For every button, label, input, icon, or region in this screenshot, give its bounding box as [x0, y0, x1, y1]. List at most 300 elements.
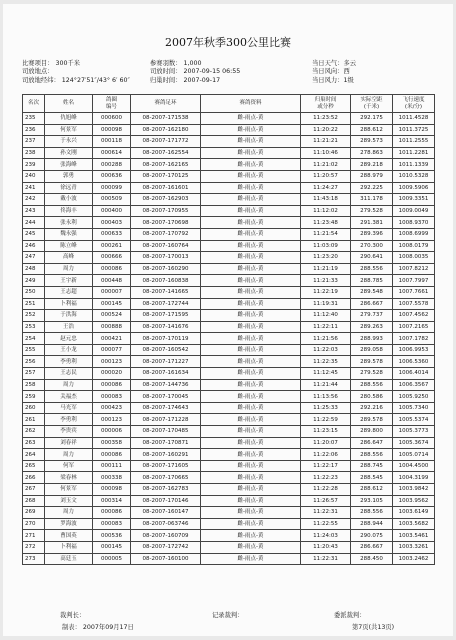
results-table: [22, 94, 435, 565]
table-row: [23, 507, 435, 519]
table-cell: 000099: [93, 182, 131, 194]
table-cell: 000448: [93, 275, 131, 287]
table-cell: 仇旭峰: [45, 113, 93, 125]
table-row: [23, 344, 435, 356]
footer-page: 第7页(共13页): [352, 624, 395, 631]
info-return-date: 归巢时间： 2007-09-17: [150, 76, 221, 84]
table-cell: 1005.9250: [393, 391, 435, 403]
table-cell: 08-2007-160709: [131, 530, 201, 542]
table-cell: 雌-雨点-黄: [201, 170, 301, 182]
table-cell: 雌-雨点-黄: [201, 310, 301, 322]
table-cell: 李贵宾: [45, 426, 93, 438]
table-cell: 佟海丰: [45, 205, 93, 217]
table-cell: 1007.4562: [393, 310, 435, 322]
table-cell: 雌-雨点-黄: [201, 356, 301, 368]
table-cell: 08-2007-170955: [131, 205, 201, 217]
table-row: [23, 391, 435, 403]
table-cell: 曹国英: [45, 530, 93, 542]
table-cell: 11:23:52: [301, 113, 351, 125]
table-cell: 1007.8212: [393, 263, 435, 275]
table-cell: 1011.3725: [393, 124, 435, 136]
table-cell: 288.556: [351, 379, 393, 391]
table-cell: 288.556: [351, 263, 393, 275]
table-row: [23, 414, 435, 426]
table-cell: 11:21:56: [301, 333, 351, 345]
table-row: [23, 182, 435, 194]
table-cell: 265: [23, 460, 45, 472]
table-row: [23, 402, 435, 414]
table-cell: 266: [23, 472, 45, 484]
table-cell: 11:22:06: [301, 449, 351, 461]
table-cell: 何军: [45, 460, 93, 472]
table-cell: 雌-雨点-黄: [201, 321, 301, 333]
table-cell: 000098: [93, 484, 131, 496]
table-cell: 11:22:31: [301, 553, 351, 565]
table-cell: 雌-雨点-黄: [201, 472, 301, 484]
table-cell: 1005.7340: [393, 402, 435, 414]
table-cell: 288.979: [351, 170, 393, 182]
table-cell: 000636: [93, 170, 131, 182]
table-row: [23, 217, 435, 229]
table-cell: 1006.4014: [393, 368, 435, 380]
table-cell: 雌-雨点-黄: [201, 124, 301, 136]
table-cell: 08-2007-160838: [131, 275, 201, 287]
table-cell: 雌-雨点-黄: [201, 449, 301, 461]
table-cell: 11:10:46: [301, 147, 351, 159]
table-cell: 11:22:35: [301, 356, 351, 368]
table-cell: 288.612: [351, 484, 393, 496]
table-cell: 11:22:28: [301, 484, 351, 496]
table-cell: 周力: [45, 449, 93, 461]
table-row: [23, 495, 435, 507]
table-cell: 1007.7997: [393, 275, 435, 287]
table-cell: 08-2007-170665: [131, 472, 201, 484]
table-cell: 279.737: [351, 310, 393, 322]
table-cell: 000020: [93, 368, 131, 380]
table-cell: 000524: [93, 310, 131, 322]
table-cell: 何景军: [45, 124, 93, 136]
table-cell: 08-2007-170013: [131, 252, 201, 264]
table-cell: 238: [23, 147, 45, 159]
table-cell: 11:24:03: [301, 530, 351, 542]
table-cell: 11:23:20: [301, 252, 351, 264]
table-row: [23, 541, 435, 553]
table-cell: 雌-雨点-黄: [201, 368, 301, 380]
table-cell: 1003.9842: [393, 484, 435, 496]
table-row: [23, 263, 435, 275]
table-cell: 李勇利: [45, 414, 93, 426]
table-cell: 1003.5682: [393, 518, 435, 530]
table-cell: 08-2007-161601: [131, 182, 201, 194]
table-cell: 11:12:02: [301, 205, 351, 217]
table-cell: 000358: [93, 437, 131, 449]
table-cell: 1007.5578: [393, 298, 435, 310]
table-cell: 264: [23, 449, 45, 461]
table-cell: 11:03:09: [301, 240, 351, 252]
info-release-time: 司放时间： 2007-09-15 06:55: [150, 68, 241, 76]
table-cell: 11:21:33: [301, 275, 351, 287]
table-cell: 000007: [93, 286, 131, 298]
table-cell: 256: [23, 356, 45, 368]
table-cell: 雌-雨点-黄: [201, 391, 301, 403]
info-wind-direction: 当日风向：西: [312, 68, 350, 76]
table-cell: 08-2007-162180: [131, 124, 201, 136]
table-row: [23, 228, 435, 240]
table-cell: 11:21:21: [301, 136, 351, 148]
info-row: [22, 68, 452, 76]
table-cell: 08-2007-162783: [131, 484, 201, 496]
table-cell: 11:25:33: [301, 402, 351, 414]
info-weather: 当日天气：多云: [312, 60, 357, 67]
table-cell: 王志超: [45, 286, 93, 298]
table-row: [23, 286, 435, 298]
table-cell: 马光军: [45, 402, 93, 414]
table-cell: 271: [23, 530, 45, 542]
table-cell: 292.175: [351, 113, 393, 125]
info-row: [22, 77, 452, 85]
table-cell: 245: [23, 228, 45, 240]
column-header: 实际空距 (千米): [351, 95, 393, 113]
table-cell: 1005.3674: [393, 437, 435, 449]
table-cell: 1003.5461: [393, 530, 435, 542]
table-cell: 雌-雨点-黄: [201, 298, 301, 310]
table-row: [23, 170, 435, 182]
table-cell: 1005.5374: [393, 414, 435, 426]
table-cell: 1004.4500: [393, 460, 435, 472]
table-cell: 290.641: [351, 252, 393, 264]
table-cell: 273: [23, 553, 45, 565]
table-cell: 雌-雨点-黄: [201, 228, 301, 240]
table-cell: 279.528: [351, 368, 393, 380]
table-cell: 08-2007-141676: [131, 321, 201, 333]
table-cell: 08-2007-160764: [131, 240, 201, 252]
table-cell: 08-2007-171595: [131, 310, 201, 322]
table-cell: 11:22:59: [301, 414, 351, 426]
table-cell: 286.647: [351, 437, 393, 449]
table-cell: 周力: [45, 507, 93, 519]
table-cell: 249: [23, 275, 45, 287]
table-cell: 259: [23, 391, 45, 403]
table-cell: 000086: [93, 263, 131, 275]
table-cell: 08-2007-172744: [131, 298, 201, 310]
table-cell: 孙文刚: [45, 147, 93, 159]
table-cell: 08-2007-160147: [131, 507, 201, 519]
table-body: [23, 113, 435, 565]
table-cell: 11:26:57: [301, 495, 351, 507]
table-row: [23, 298, 435, 310]
table-cell: 1006.3567: [393, 379, 435, 391]
table-cell: 1008.0179: [393, 240, 435, 252]
table-cell: 246: [23, 240, 45, 252]
table-cell: 000403: [93, 217, 131, 229]
table-cell: 11:24:27: [301, 182, 351, 194]
table-cell: 梁春林: [45, 472, 93, 484]
table-cell: 1011.1339: [393, 159, 435, 171]
table-cell: 雌-雨点-黄: [201, 275, 301, 287]
table-cell: 08-2007-170698: [131, 217, 201, 229]
table-row: [23, 275, 435, 287]
table-cell: 251: [23, 298, 45, 310]
table-cell: 000423: [93, 402, 131, 414]
table-row: [23, 147, 435, 159]
table-cell: 1007.2165: [393, 321, 435, 333]
table-cell: 000123: [93, 414, 131, 426]
table-cell: 288.556: [351, 449, 393, 461]
table-cell: 248: [23, 263, 45, 275]
column-header: 飞行速度 (米/分): [393, 95, 435, 113]
table-cell: 000118: [93, 136, 131, 148]
table-cell: 288.745: [351, 460, 393, 472]
table-cell: 郭勇: [45, 170, 93, 182]
table-cell: 08-2007-161634: [131, 368, 201, 380]
table-cell: 雌-雨点-黄: [201, 460, 301, 472]
table-cell: 李勇利: [45, 356, 93, 368]
table-cell: 08-2007-174643: [131, 402, 201, 414]
table-cell: 11:21:44: [301, 379, 351, 391]
table-cell: 255: [23, 344, 45, 356]
table-cell: 260: [23, 402, 45, 414]
table-cell: 257: [23, 368, 45, 380]
column-header: 姓名: [45, 95, 93, 113]
table-cell: 288.993: [351, 333, 393, 345]
table-cell: 235: [23, 113, 45, 125]
table-cell: 280.586: [351, 391, 393, 403]
footer-referee: 裁判长：: [60, 612, 86, 619]
table-cell: 雌-雨点-黄: [201, 286, 301, 298]
table-row: [23, 113, 435, 125]
table-cell: 08-2007-170119: [131, 333, 201, 345]
table-cell: 11:21:19: [301, 263, 351, 275]
table-cell: 000614: [93, 147, 131, 159]
table-cell: 269: [23, 507, 45, 519]
table-cell: 周力: [45, 263, 93, 275]
table-cell: 11:22:19: [301, 286, 351, 298]
table-cell: 270.300: [351, 240, 393, 252]
table-header: [23, 95, 435, 113]
table-cell: 11:22:03: [301, 344, 351, 356]
table-cell: 000509: [93, 194, 131, 206]
table-row: [23, 518, 435, 530]
table-cell: 卜利福: [45, 298, 93, 310]
table-cell: 241: [23, 182, 45, 194]
table-cell: 288.944: [351, 518, 393, 530]
table-row: [23, 321, 435, 333]
footer-committee: 委派裁判：: [334, 612, 366, 619]
table-cell: 1008.6999: [393, 228, 435, 240]
table-cell: 08-2007-160290: [131, 263, 201, 275]
table-cell: 000086: [93, 507, 131, 519]
table-cell: 289.218: [351, 159, 393, 171]
table-cell: 250: [23, 286, 45, 298]
table-cell: 雌-雨点-黄: [201, 484, 301, 496]
table-cell: 000083: [93, 518, 131, 530]
table-cell: 雌-雨点-黄: [201, 437, 301, 449]
table-cell: 286.667: [351, 541, 393, 553]
table-row: [23, 449, 435, 461]
table-cell: 刘玉文: [45, 495, 93, 507]
table-cell: 08-2007-171227: [131, 356, 201, 368]
table-row: [23, 484, 435, 496]
table-cell: 雌-雨点-黄: [201, 495, 301, 507]
table-cell: 罗海波: [45, 518, 93, 530]
table-cell: 刘春祥: [45, 437, 93, 449]
table-cell: 雌-雨点-黄: [201, 333, 301, 345]
table-cell: 240: [23, 170, 45, 182]
table-cell: 王浩: [45, 321, 93, 333]
table-cell: 000338: [93, 472, 131, 484]
table-cell: 293.105: [351, 495, 393, 507]
table-cell: 雌-雨点-黄: [201, 240, 301, 252]
table-cell: 000600: [93, 113, 131, 125]
table-cell: 291.381: [351, 217, 393, 229]
table-cell: 于永兴: [45, 136, 93, 148]
column-header: 赛鸽资料: [201, 95, 301, 113]
table-cell: 262: [23, 426, 45, 438]
table-cell: 08-2007-162554: [131, 147, 201, 159]
table-cell: 11:13:56: [301, 391, 351, 403]
table-cell: 000421: [93, 333, 131, 345]
table-cell: 08-2007-171538: [131, 113, 201, 125]
table-cell: 000006: [93, 426, 131, 438]
table-cell: 1008.9370: [393, 217, 435, 229]
table-cell: 雌-雨点-黄: [201, 113, 301, 125]
table-cell: 08-2007-141665: [131, 286, 201, 298]
table-cell: 雌-雨点-黄: [201, 263, 301, 275]
column-header: 名次: [23, 95, 45, 113]
table-cell: 雌-雨点-黄: [201, 205, 301, 217]
table-cell: 278.863: [351, 147, 393, 159]
table-cell: 253: [23, 321, 45, 333]
table-row: [23, 252, 435, 264]
table-cell: 11:23:15: [301, 426, 351, 438]
table-row: [23, 136, 435, 148]
table-cell: 1006.9953: [393, 344, 435, 356]
table-row: [23, 460, 435, 472]
table-cell: 000086: [93, 449, 131, 461]
table-cell: 雌-雨点-黄: [201, 426, 301, 438]
table-cell: 289.573: [351, 136, 393, 148]
table-cell: 243: [23, 205, 45, 217]
table-cell: 000123: [93, 356, 131, 368]
table-cell: 237: [23, 136, 45, 148]
table-cell: 王志民: [45, 368, 93, 380]
table-cell: 1003.6149: [393, 507, 435, 519]
table-row: [23, 426, 435, 438]
table-cell: 雌-雨点-黄: [201, 402, 301, 414]
table-cell: 000145: [93, 298, 131, 310]
table-cell: 286.667: [351, 298, 393, 310]
table-cell: 000888: [93, 321, 131, 333]
table-cell: 267: [23, 484, 45, 496]
table-row: [23, 553, 435, 565]
table-row: [23, 333, 435, 345]
table-cell: 288.556: [351, 507, 393, 519]
table-row: [23, 205, 435, 217]
table-cell: 236: [23, 124, 45, 136]
info-wind-force: 当日风力：1级: [312, 76, 354, 84]
table-cell: 11:12:45: [301, 368, 351, 380]
table-row: [23, 194, 435, 206]
table-row: [23, 310, 435, 322]
table-cell: 1009.5906: [393, 182, 435, 194]
table-cell: 247: [23, 252, 45, 264]
table-cell: 000666: [93, 252, 131, 264]
table-cell: 311.178: [351, 194, 393, 206]
table-cell: 雌-雨点-黄: [201, 379, 301, 391]
table-cell: 雌-雨点-黄: [201, 344, 301, 356]
table-cell: 雌-雨点-黄: [201, 252, 301, 264]
table-cell: 1006.5360: [393, 356, 435, 368]
table-cell: 雌-雨点-黄: [201, 136, 301, 148]
table-cell: 雌-雨点-黄: [201, 414, 301, 426]
table-cell: 288.545: [351, 472, 393, 484]
table-cell: 000288: [93, 159, 131, 171]
table-cell: 王小龙: [45, 344, 93, 356]
table-cell: 11:20:22: [301, 124, 351, 136]
table-cell: 08-2007-170792: [131, 228, 201, 240]
info-coordinates: 司放地经纬： 124°27′51″/43° 6′ 60″: [22, 76, 130, 84]
table-cell: 于洪海: [45, 310, 93, 322]
table-cell: 239: [23, 159, 45, 171]
table-cell: 000314: [93, 495, 131, 507]
table-cell: 雌-雨点-黄: [201, 541, 301, 553]
table-cell: 272: [23, 541, 45, 553]
table-row: [23, 356, 435, 368]
column-header: 赛鸽足环: [131, 95, 201, 113]
table-cell: 1005.3773: [393, 426, 435, 438]
table-cell: 1003.9562: [393, 495, 435, 507]
table-cell: 08-2007-162165: [131, 159, 201, 171]
table-cell: 1007.7661: [393, 286, 435, 298]
table-cell: 11:43:18: [301, 194, 351, 206]
footer-date: 制表： 2007年09月17日: [62, 624, 134, 631]
table-cell: 张海峰: [45, 159, 93, 171]
table-cell: 08-2007-160542: [131, 344, 201, 356]
table-cell: 244: [23, 217, 45, 229]
table-cell: 周力: [45, 379, 93, 391]
table-cell: 11:20:57: [301, 170, 351, 182]
footer-recorder: 记录裁判：: [212, 612, 244, 619]
table-cell: 张永利: [45, 217, 93, 229]
table-cell: 1009.3351: [393, 194, 435, 206]
table-cell: 徐远青: [45, 182, 93, 194]
table-cell: 11:21:54: [301, 228, 351, 240]
table-cell: 000633: [93, 228, 131, 240]
table-cell: 08-2007-171228: [131, 414, 201, 426]
table-cell: 11:12:40: [301, 310, 351, 322]
table-cell: 000145: [93, 541, 131, 553]
column-header: 鸽圈 编号: [93, 95, 131, 113]
table-cell: 雌-雨点-黄: [201, 147, 301, 159]
table-cell: 288.785: [351, 275, 393, 287]
table-cell: 1004.3199: [393, 472, 435, 484]
table-cell: 卜利福: [45, 541, 93, 553]
table-cell: 11:21:02: [301, 159, 351, 171]
table-cell: 08-2007-170146: [131, 495, 201, 507]
table-cell: 290.075: [351, 530, 393, 542]
table-cell: 292.216: [351, 402, 393, 414]
table-cell: 11:20:07: [301, 437, 351, 449]
table-cell: 270: [23, 518, 45, 530]
table-cell: 1009.0049: [393, 205, 435, 217]
table-cell: 289.548: [351, 286, 393, 298]
table-cell: 11:23:48: [301, 217, 351, 229]
table-cell: 288.612: [351, 124, 393, 136]
table-cell: 雌-雨点-黄: [201, 518, 301, 530]
table-cell: 雌-雨点-黄: [201, 194, 301, 206]
table-cell: 242: [23, 194, 45, 206]
table-cell: 何景军: [45, 484, 93, 496]
